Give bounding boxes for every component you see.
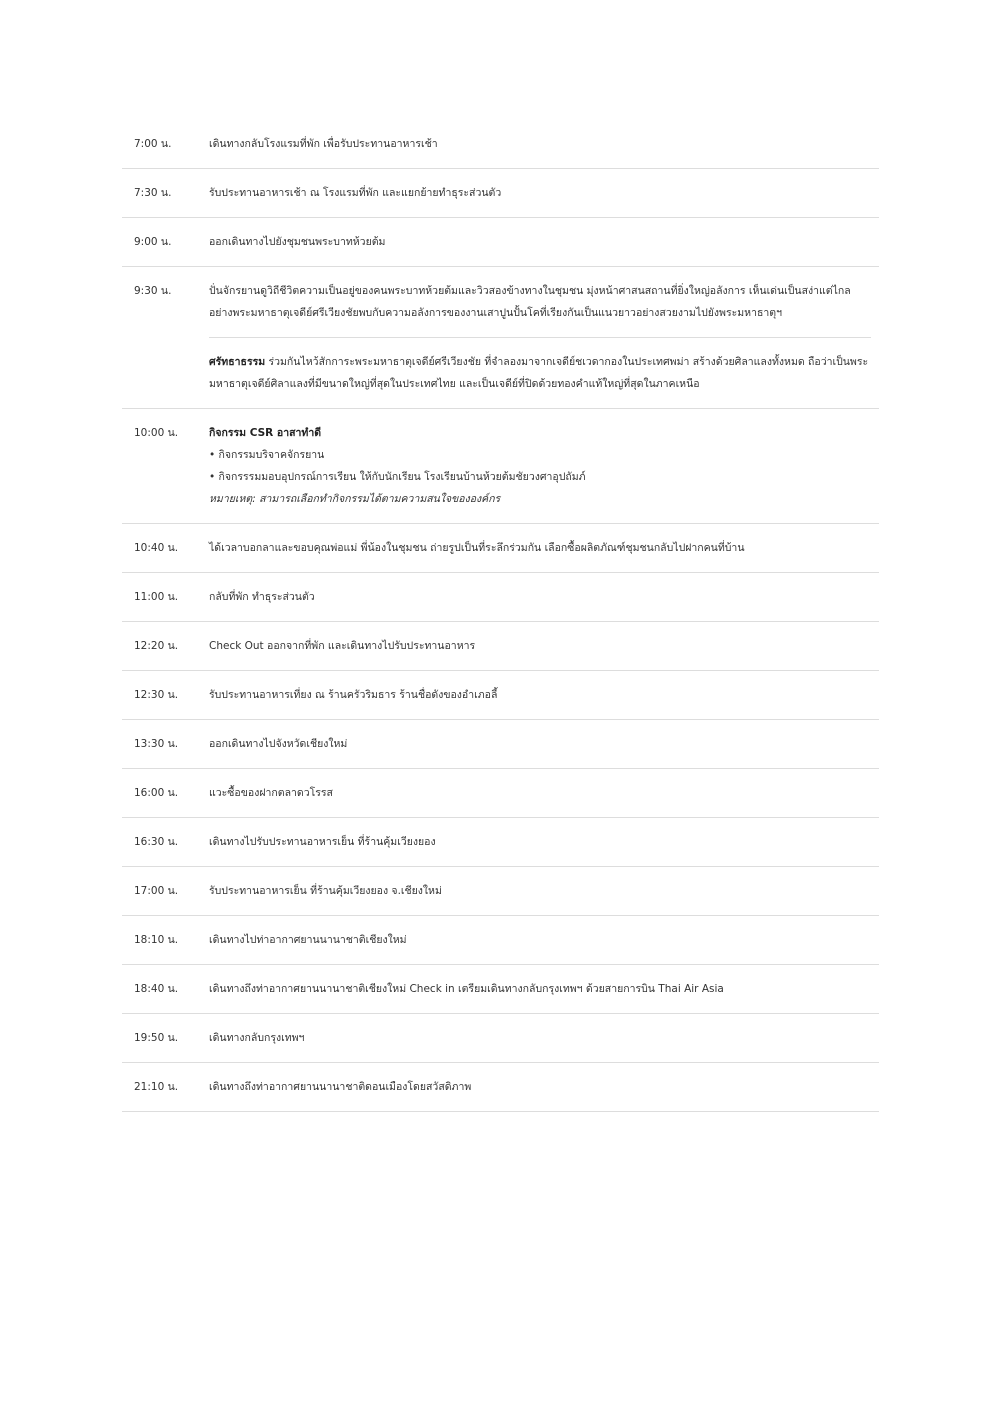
- row-description: รับประทานอาหารเย็น ที่ร้านคุ้มเวียงยอง จ.เชียงใหม่: [209, 885, 442, 897]
- row-description: เดินทางไปรับประทานอาหารเย็น ที่ร้านคุ้มเวียงยอง: [209, 836, 436, 848]
- csr-bullet-bicycle: • กิจกรรมบริจาคจักรยาน: [209, 449, 325, 461]
- row-time: 12:20 น.: [134, 640, 179, 652]
- schedule-row: [122, 409, 879, 524]
- csr-note: หมายเหตุ: สามารถเลือกทำกิจกรรมได้ตามความสนใจขององค์กร: [209, 493, 501, 505]
- row-description: ออกเดินทางไปจังหวัดเชียงใหม่: [209, 738, 348, 750]
- schedule-row: [122, 622, 879, 671]
- row-description: [209, 267, 879, 408]
- row-description: แวะซื้อของฝากตลาดวโรรส: [209, 787, 333, 799]
- schedule-row: [122, 1063, 879, 1112]
- csr-title: กิจกรรม CSR อาสาทำดี: [209, 427, 322, 439]
- row-time: 13:30 น.: [134, 738, 179, 750]
- row-time: 10:40 น.: [134, 542, 179, 554]
- schedule-table: [122, 120, 879, 1112]
- faith-paragraph: [209, 337, 871, 408]
- row-description: กลับที่พัก ทำธุระส่วนตัว: [209, 591, 315, 603]
- row-time: 17:00 น.: [134, 885, 179, 897]
- schedule-row: [122, 267, 879, 409]
- row-description: เดินทางไปท่าอากาศยานนานาชาติเชียงใหม่: [209, 934, 407, 946]
- row-description: เดินทางถึงท่าอากาศยานนานาชาติเชียงใหม่ Check in เตรียมเดินทางกลับกรุงเทพฯ ด้วยสายการบิน Thai Air Asia: [209, 983, 724, 995]
- row-description: ได้เวลาบอกลาและขอบคุณพ่อแม่ พี่น้องในชุมชน ถ่ายรูปเป็นที่ระลึกร่วมกัน เลือกซื้อผลิตภัณฑ์ชุมชนกลับไปฝากคนที่บ้าน: [209, 542, 745, 554]
- csr-bullet-school-supplies: • กิจกรรรมมอบอุปกรณ์การเรียน ให้กับนักเรียน โรงเรียนบ้านห้วยต้มชัยวงศาอุปถัมภ์: [209, 471, 586, 483]
- row-time: 9:30 น.: [134, 285, 172, 297]
- row-description: [209, 409, 879, 523]
- row-time: 18:10 น.: [134, 934, 179, 946]
- row-time: 12:30 น.: [134, 689, 179, 701]
- faith-text: ร่วมกันไหว้สักการะพระมหาธาตุเจดีย์ศรีเวียงชัย ที่จำลองมาจากเจดีย์ชเวดากองในประเทศพม่า สร้างด้วยศิลาแลงทั้งหมด ถือว่าเป็นพระมหาธาตุเจดีย์ศิลาแลงที่มีขนาดใหญ่ที่สุดในประเทศไทย และเป็นเจดีย์ที่ปิดด้วยทองคำแท้ใหญ่ที่สุดในภาคเหนือ: [209, 356, 869, 390]
- schedule-row: [122, 524, 879, 573]
- row-time: 19:50 น.: [134, 1032, 179, 1044]
- schedule-row: [122, 965, 879, 1014]
- row-time: 16:30 น.: [134, 836, 179, 848]
- row-description: Check Out ออกจากที่พัก และเดินทางไปรับประทานอาหาร: [209, 640, 476, 652]
- schedule-row: [122, 916, 879, 965]
- row-time: 7:00 น.: [134, 138, 172, 150]
- row-time: 7:30 น.: [134, 187, 172, 199]
- row-description: เดินทางถึงท่าอากาศยานนานาชาติดอนเมืองโดยสวัสดิภาพ: [209, 1081, 472, 1093]
- schedule-row: [122, 169, 879, 218]
- row-time: 10:00 น.: [134, 427, 179, 439]
- row-time: 21:10 น.: [134, 1081, 179, 1093]
- row-description: เดินทางกลับกรุงเทพฯ: [209, 1032, 305, 1044]
- row-time: 16:00 น.: [134, 787, 179, 799]
- row-time: 18:40 น.: [134, 983, 179, 995]
- schedule-row: [122, 120, 879, 169]
- schedule-row: [122, 1014, 879, 1063]
- faith-heading: ศรัทธาธรรม: [209, 356, 266, 368]
- row-description: เดินทางกลับโรงแรมที่พัก เพื่อรับประทานอาหารเช้า: [209, 138, 438, 150]
- row-description: รับประทานอาหารเช้า ณ โรงแรมที่พัก และแยกย้ายทำธุระส่วนตัว: [209, 187, 502, 199]
- schedule-row: [122, 818, 879, 867]
- schedule-row: [122, 769, 879, 818]
- cycling-paragraph: ปั่นจักรยานดูวิถีชีวิตความเป็นอยู่ของคนพระบาทห้วยต้มและวิวสองข้างทางในชุมชน มุ่งหน้าศาสนสถานที่ยิ่งใหญ่อลังการ เห็นเด่นเป็นสง่าแต่ไกล อย่างพระมหาธาตุเจดีย์ศรีเวียงชัยพบกับความอลังการของงานเสาปูนปั้นโคที่เรียงกันเป็นแนวยาวอย่างสวยงามไปยังพระมหาธาตุฯ: [209, 285, 851, 319]
- schedule-row: [122, 218, 879, 267]
- schedule-row: [122, 720, 879, 769]
- row-time: 9:00 น.: [134, 236, 172, 248]
- row-description: รับประทานอาหารเที่ยง ณ ร้านครัวริมธาร ร้านชื่อดังของอำเภอลี้: [209, 689, 498, 701]
- row-description: ออกเดินทางไปยังชุมชนพระบาทห้วยต้ม: [209, 236, 386, 248]
- row-time: 11:00 น.: [134, 591, 179, 603]
- schedule-row: [122, 671, 879, 720]
- schedule-row: [122, 867, 879, 916]
- schedule-row: [122, 573, 879, 622]
